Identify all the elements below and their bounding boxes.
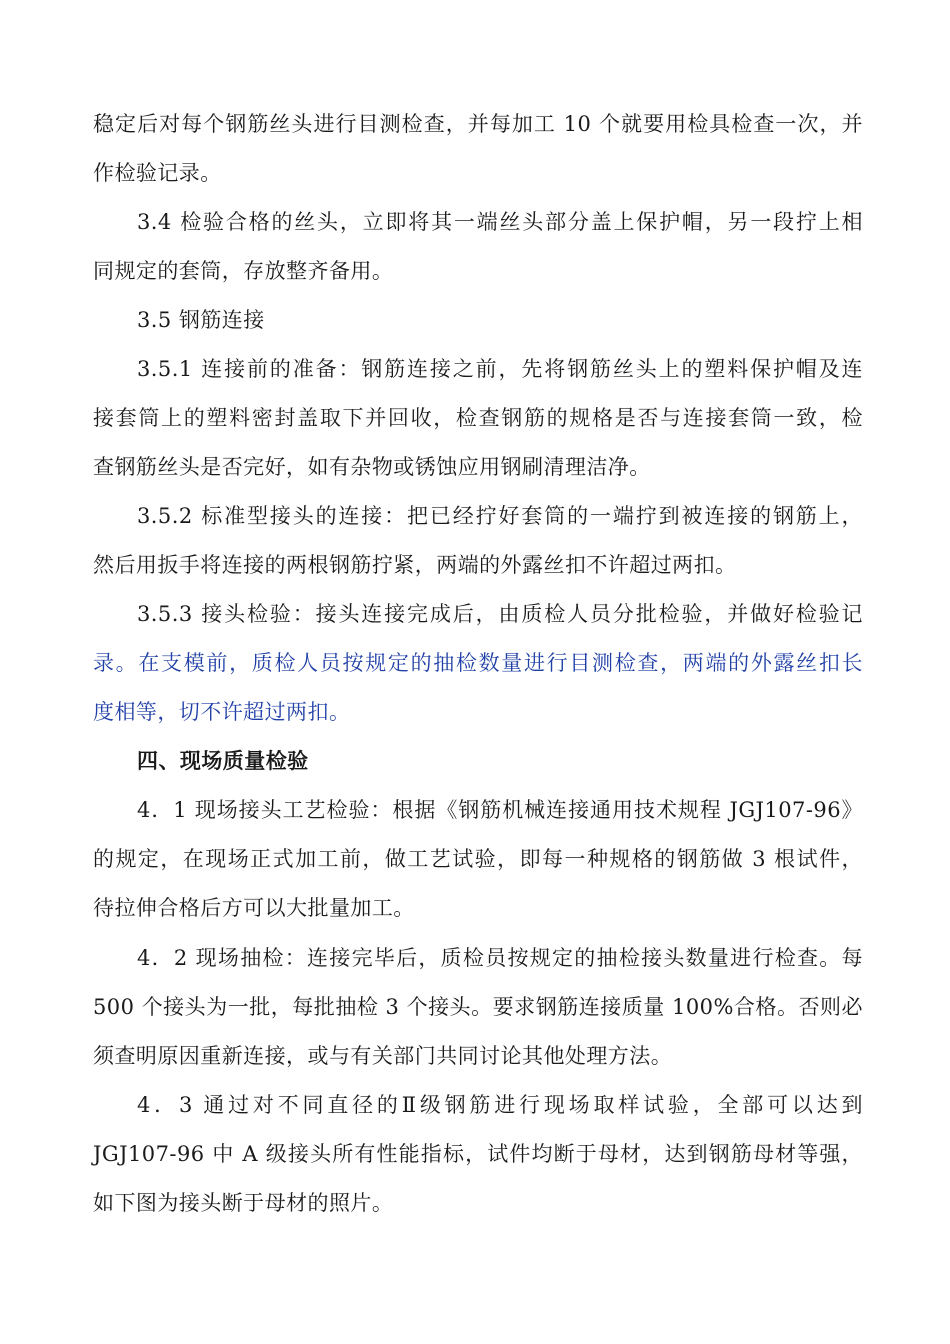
paragraph-line: 接套筒上的塑料密封盖取下并回收，检查钢筋的规格是否与连接套筒一致，检 <box>93 406 863 430</box>
paragraph-line: 待拉伸合格后方可以大批量加工。 <box>93 896 415 920</box>
paragraph-line: 然后用扳手将连接的两根钢筋拧紧，两端的外露丝扣不许超过两扣。 <box>93 553 737 577</box>
paragraph-line: 4．1 现场接头工艺检验：根据《钢筋机械连接通用技术规程 JGJ107-96》 <box>137 798 863 822</box>
paragraph-line: 3.5.1 连接前的准备：钢筋连接之前，先将钢筋丝头上的塑料保护帽及连 <box>137 357 863 381</box>
section-heading: 3.5 钢筋连接 <box>137 308 265 332</box>
paragraph-line: 须查明原因重新连接，或与有关部门共同讨论其他处理方法。 <box>93 1044 673 1068</box>
paragraph-line: 作检验记录。 <box>93 161 222 185</box>
paragraph-line: 4．3 通过对不同直径的Ⅱ级钢筋进行现场取样试验，全部可以达到 <box>137 1093 863 1117</box>
paragraph-line: 同规定的套筒，存放整齐备用。 <box>93 259 394 283</box>
chapter-heading: 四、现场质量检验 <box>137 748 309 773</box>
paragraph-line: 4．2 现场抽检：连接完毕后，质检员按规定的抽检接头数量进行检查。每 <box>137 946 863 970</box>
paragraph-line: 的规定，在现场正式加工前，做工艺试验，即每一种规格的钢筋做 3 根试件， <box>93 847 863 871</box>
paragraph-line: 500 个接头为一批，每批抽检 3 个接头。要求钢筋连接质量 100%合格。否则必 <box>93 995 863 1019</box>
highlighted-line: 度相等，切不许超过两扣。 <box>93 700 351 724</box>
paragraph-line: 稳定后对每个钢筋丝头进行目测检查，并每加工 10 个就要用检具检查一次，并 <box>93 112 863 136</box>
paragraph-line: 3.5.3 接头检验：接头连接完成后，由质检人员分批检验，并做好检验记 <box>137 602 863 626</box>
paragraph-line: 如下图为接头断于母材的照片。 <box>93 1191 394 1215</box>
paragraph-line: 查钢筋丝头是否完好，如有杂物或锈蚀应用钢刷清理洁净。 <box>93 455 651 479</box>
paragraph-line: JGJ107-96 中 A 级接头所有性能指标，试件均断于母材，达到钢筋母材等强， <box>93 1142 863 1166</box>
paragraph-line: 3.5.2 标准型接头的连接：把已经拧好套筒的一端拧到被连接的钢筋上， <box>137 504 863 528</box>
paragraph-line: 3.4 检验合格的丝头，立即将其一端丝头部分盖上保护帽，另一段拧上相 <box>137 210 863 234</box>
highlighted-line: 录。在支模前，质检人员按规定的抽检数量进行目测检查，两端的外露丝扣长 <box>93 651 863 675</box>
